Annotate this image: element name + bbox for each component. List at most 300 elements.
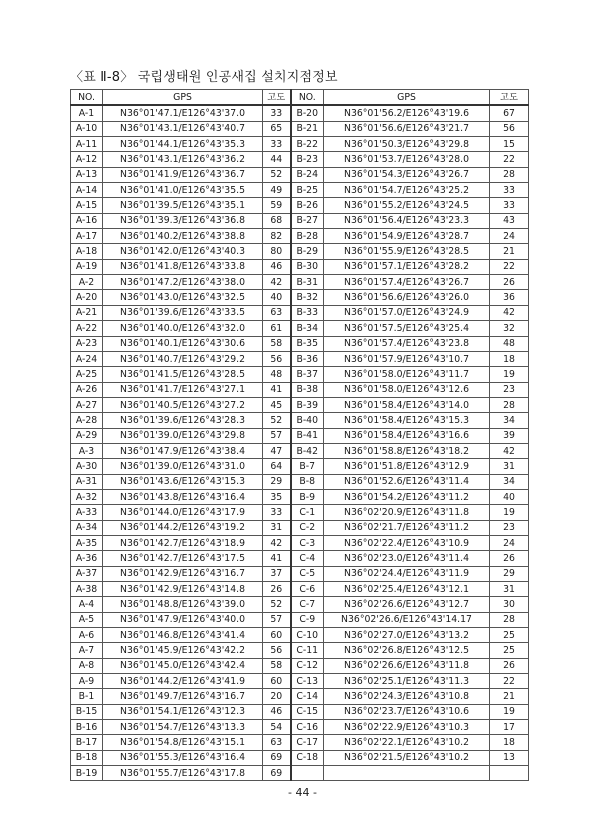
cell-no: C-4 <box>291 551 324 566</box>
cell-no: A-7 <box>71 643 103 658</box>
cell-gps: N36°01'50.3/E126°43'29.8 <box>324 137 490 152</box>
cell-no: C-12 <box>291 658 324 673</box>
cell-altitude: 35 <box>263 489 291 504</box>
cell-gps: N36°01'39.6/E126°43'33.5 <box>103 305 263 320</box>
cell-gps: N36°02'26.6/E126°43'14.17 <box>324 612 490 627</box>
cell-altitude: 36 <box>490 290 529 305</box>
cell-altitude: 40 <box>490 489 529 504</box>
cell-gps: N36°01'54.8/E126°43'15.1 <box>103 735 263 750</box>
cell-altitude: 25 <box>490 643 529 658</box>
cell-no: B-17 <box>71 735 103 750</box>
table-row <box>71 152 529 167</box>
table-row <box>71 674 529 689</box>
cell-altitude: 44 <box>263 152 291 167</box>
cell-gps: N36°01'45.9/E126°43'42.2 <box>103 643 263 658</box>
cell-no: C-13 <box>291 674 324 689</box>
table-row <box>71 489 529 504</box>
cell-no: B-15 <box>71 704 103 719</box>
cell-altitude: 42 <box>490 443 529 458</box>
table-row <box>71 628 529 643</box>
cell-altitude: 15 <box>490 137 529 152</box>
table-caption: 〈표 Ⅱ-8〉 국립생태원 인공새집 설치지점정보 <box>70 70 338 85</box>
cell-gps: N36°01'41.5/E126°43'28.5 <box>103 367 263 382</box>
cell-altitude: 37 <box>263 566 291 581</box>
cell-altitude: 23 <box>490 520 529 535</box>
header-no-right: NO. <box>291 90 324 106</box>
cell-gps: N36°01'57.4/E126°43'23.8 <box>324 336 490 351</box>
cell-no: A-35 <box>71 535 103 550</box>
cell-gps: N36°01'57.1/E126°43'28.2 <box>324 259 490 274</box>
cell-no: C-3 <box>291 535 324 550</box>
cell-altitude: 57 <box>263 612 291 627</box>
cell-gps: N36°01'58.4/E126°43'15.3 <box>324 413 490 428</box>
table-row <box>71 213 529 228</box>
cell-altitude: 48 <box>490 336 529 351</box>
cell-no: B-33 <box>291 305 324 320</box>
cell-gps: N36°01'43.0/E126°43'32.5 <box>103 290 263 305</box>
table-row <box>71 689 529 704</box>
cell-altitude: 26 <box>490 275 529 290</box>
header-altitude-left: 고도 <box>263 90 291 106</box>
cell-no: B-35 <box>291 336 324 351</box>
cell-gps: N36°01'42.0/E126°43'40.3 <box>103 244 263 259</box>
cell-altitude: 47 <box>263 443 291 458</box>
cell-altitude: 24 <box>490 229 529 244</box>
table-row <box>71 750 529 765</box>
cell-gps: N36°01'43.1/E126°43'40.7 <box>103 121 263 136</box>
table-row <box>71 198 529 213</box>
cell-no: B-25 <box>291 183 324 198</box>
table-row <box>71 428 529 443</box>
cell-no: C-14 <box>291 689 324 704</box>
table-row <box>71 105 529 121</box>
cell-no: A-2 <box>71 275 103 290</box>
cell-altitude: 28 <box>490 612 529 627</box>
cell-altitude: 49 <box>263 183 291 198</box>
table-row <box>71 321 529 336</box>
cell-altitude: 25 <box>490 628 529 643</box>
cell-gps: N36°01'44.0/E126°43'17.9 <box>103 505 263 520</box>
cell-altitude <box>490 766 529 781</box>
cell-altitude: 29 <box>490 566 529 581</box>
cell-no: C-9 <box>291 612 324 627</box>
table-row <box>71 121 529 136</box>
cell-altitude: 63 <box>263 305 291 320</box>
cell-altitude: 28 <box>490 167 529 182</box>
cell-no: B-7 <box>291 459 324 474</box>
table-row <box>71 505 529 520</box>
header-gps-right: GPS <box>324 90 490 106</box>
cell-gps: N36°02'25.4/E126°43'12.1 <box>324 582 490 597</box>
cell-gps: N36°02'22.9/E126°43'10.3 <box>324 720 490 735</box>
cell-gps: N36°01'52.6/E126°43'11.4 <box>324 474 490 489</box>
cell-altitude: 31 <box>263 520 291 535</box>
cell-gps: N36°01'47.9/E126°43'40.0 <box>103 612 263 627</box>
cell-gps: N36°02'26.6/E126°43'11.8 <box>324 658 490 673</box>
cell-altitude: 23 <box>490 382 529 397</box>
cell-no: A-32 <box>71 489 103 504</box>
cell-gps: N36°01'41.7/E126°43'27.1 <box>103 382 263 397</box>
cell-no: C-17 <box>291 735 324 750</box>
cell-altitude: 21 <box>490 689 529 704</box>
cell-altitude: 42 <box>263 535 291 550</box>
cell-gps: N36°01'58.0/E126°43'11.7 <box>324 367 490 382</box>
cell-no: B-18 <box>71 750 103 765</box>
cell-gps: N36°01'57.0/E126°43'24.9 <box>324 305 490 320</box>
cell-no: B-29 <box>291 244 324 259</box>
cell-altitude: 42 <box>263 275 291 290</box>
cell-no: B-26 <box>291 198 324 213</box>
cell-altitude: 69 <box>263 750 291 765</box>
cell-altitude: 61 <box>263 321 291 336</box>
cell-gps: N36°01'44.1/E126°43'35.3 <box>103 137 263 152</box>
cell-altitude: 46 <box>263 704 291 719</box>
header-gps-left: GPS <box>103 90 263 106</box>
cell-no: B-37 <box>291 367 324 382</box>
table-row <box>71 167 529 182</box>
cell-altitude: 18 <box>490 735 529 750</box>
table-row <box>71 520 529 535</box>
table-row <box>71 658 529 673</box>
cell-gps: N36°01'58.0/E126°43'12.6 <box>324 382 490 397</box>
table-row <box>71 397 529 412</box>
cell-altitude: 31 <box>490 582 529 597</box>
cell-altitude: 34 <box>490 413 529 428</box>
cell-altitude: 57 <box>263 428 291 443</box>
cell-gps: N36°01'55.7/E126°43'17.8 <box>103 766 263 781</box>
cell-altitude: 26 <box>490 658 529 673</box>
cell-gps: N36°01'41.0/E126°43'35.5 <box>103 183 263 198</box>
table-row <box>71 566 529 581</box>
cell-gps: N36°01'48.8/E126°43'39.0 <box>103 597 263 612</box>
cell-gps: N36°02'26.6/E126°43'12.7 <box>324 597 490 612</box>
cell-no: C-15 <box>291 704 324 719</box>
cell-no: B-39 <box>291 397 324 412</box>
table-row <box>71 336 529 351</box>
cell-no: C-11 <box>291 643 324 658</box>
table-row <box>71 535 529 550</box>
table-row <box>71 244 529 259</box>
cell-altitude: 54 <box>263 720 291 735</box>
cell-gps: N36°02'20.9/E126°43'11.8 <box>324 505 490 520</box>
cell-no: A-1 <box>71 105 103 121</box>
table-header-row <box>71 90 529 106</box>
cell-gps: N36°01'41.9/E126°43'36.7 <box>103 167 263 182</box>
cell-no <box>291 766 324 781</box>
table-row <box>71 382 529 397</box>
cell-altitude: 22 <box>490 259 529 274</box>
cell-no: C-2 <box>291 520 324 535</box>
cell-no: A-30 <box>71 459 103 474</box>
cell-altitude: 52 <box>263 167 291 182</box>
cell-altitude: 29 <box>263 474 291 489</box>
cell-gps: N36°01'51.8/E126°43'12.9 <box>324 459 490 474</box>
cell-altitude: 43 <box>490 213 529 228</box>
cell-no: B-30 <box>291 259 324 274</box>
cell-gps: N36°01'44.2/E126°43'41.9 <box>103 674 263 689</box>
cell-altitude: 21 <box>490 244 529 259</box>
table-row <box>71 275 529 290</box>
cell-no: B-24 <box>291 167 324 182</box>
cell-no: A-27 <box>71 397 103 412</box>
table-row <box>71 735 529 750</box>
cell-gps: N36°01'43.6/E126°43'15.3 <box>103 474 263 489</box>
cell-altitude: 63 <box>263 735 291 750</box>
cell-altitude: 19 <box>490 505 529 520</box>
cell-no: C-7 <box>291 597 324 612</box>
cell-no: A-28 <box>71 413 103 428</box>
cell-altitude: 52 <box>263 597 291 612</box>
cell-no: C-1 <box>291 505 324 520</box>
cell-no: A-3 <box>71 443 103 458</box>
cell-no: B-34 <box>291 321 324 336</box>
cell-gps: N36°01'47.9/E126°43'38.4 <box>103 443 263 458</box>
cell-no: A-33 <box>71 505 103 520</box>
cell-altitude: 41 <box>263 382 291 397</box>
table-row <box>71 367 529 382</box>
table-row <box>71 720 529 735</box>
gps-table <box>70 89 529 781</box>
cell-altitude: 48 <box>263 367 291 382</box>
cell-gps <box>324 766 490 781</box>
cell-no: A-38 <box>71 582 103 597</box>
cell-gps: N36°01'57.4/E126°43'26.7 <box>324 275 490 290</box>
cell-gps: N36°01'39.5/E126°43'35.1 <box>103 198 263 213</box>
header-altitude-right: 고도 <box>490 90 529 106</box>
cell-gps: N36°02'27.0/E126°43'13.2 <box>324 628 490 643</box>
cell-gps: N36°01'42.7/E126°43'17.5 <box>103 551 263 566</box>
header-no-left: NO. <box>71 90 103 106</box>
cell-altitude: 30 <box>490 597 529 612</box>
cell-no: C-5 <box>291 566 324 581</box>
cell-gps: N36°01'40.5/E126°43'27.2 <box>103 397 263 412</box>
table-row <box>71 229 529 244</box>
table-row <box>71 290 529 305</box>
cell-altitude: 56 <box>490 121 529 136</box>
cell-altitude: 40 <box>263 290 291 305</box>
cell-no: B-16 <box>71 720 103 735</box>
cell-gps: N36°02'25.1/E126°43'11.3 <box>324 674 490 689</box>
cell-no: A-36 <box>71 551 103 566</box>
cell-no: A-31 <box>71 474 103 489</box>
cell-gps: N36°01'43.1/E126°43'36.2 <box>103 152 263 167</box>
table-row <box>71 597 529 612</box>
cell-no: A-26 <box>71 382 103 397</box>
cell-no: A-18 <box>71 244 103 259</box>
cell-no: B-32 <box>291 290 324 305</box>
cell-altitude: 68 <box>263 213 291 228</box>
cell-gps: N36°02'26.8/E126°43'12.5 <box>324 643 490 658</box>
cell-gps: N36°01'39.6/E126°43'28.3 <box>103 413 263 428</box>
cell-gps: N36°01'55.3/E126°43'16.4 <box>103 750 263 765</box>
cell-gps: N36°01'39.0/E126°43'29.8 <box>103 428 263 443</box>
cell-no: B-1 <box>71 689 103 704</box>
cell-altitude: 41 <box>263 551 291 566</box>
cell-no: A-24 <box>71 351 103 366</box>
table-row <box>71 551 529 566</box>
cell-gps: N36°01'54.7/E126°43'13.3 <box>103 720 263 735</box>
table-row <box>71 413 529 428</box>
cell-altitude: 19 <box>490 704 529 719</box>
cell-gps: N36°01'42.7/E126°43'18.9 <box>103 535 263 550</box>
cell-no: A-34 <box>71 520 103 535</box>
cell-gps: N36°01'57.9/E126°43'10.7 <box>324 351 490 366</box>
cell-gps: N36°01'47.2/E126°43'38.0 <box>103 275 263 290</box>
cell-altitude: 31 <box>490 459 529 474</box>
cell-gps: N36°01'44.2/E126°43'19.2 <box>103 520 263 535</box>
cell-gps: N36°01'55.9/E126°43'28.5 <box>324 244 490 259</box>
cell-gps: N36°01'39.0/E126°43'31.0 <box>103 459 263 474</box>
cell-gps: N36°01'40.1/E126°43'30.6 <box>103 336 263 351</box>
table-row <box>71 183 529 198</box>
table-row <box>71 459 529 474</box>
cell-altitude: 56 <box>263 643 291 658</box>
cell-no: C-18 <box>291 750 324 765</box>
table-row <box>71 305 529 320</box>
cell-no: B-42 <box>291 443 324 458</box>
table-row <box>71 643 529 658</box>
cell-gps: N36°01'57.5/E126°43'25.4 <box>324 321 490 336</box>
page-number: - 44 - <box>288 786 317 799</box>
cell-altitude: 56 <box>263 351 291 366</box>
cell-no: B-27 <box>291 213 324 228</box>
cell-no: B-20 <box>291 105 324 121</box>
cell-no: A-22 <box>71 321 103 336</box>
table-row <box>71 443 529 458</box>
cell-gps: N36°02'24.3/E126°43'10.8 <box>324 689 490 704</box>
cell-altitude: 18 <box>490 351 529 366</box>
cell-gps: N36°01'54.2/E126°43'11.2 <box>324 489 490 504</box>
cell-no: B-41 <box>291 428 324 443</box>
cell-altitude: 19 <box>490 367 529 382</box>
cell-no: A-20 <box>71 290 103 305</box>
cell-altitude: 45 <box>263 397 291 412</box>
cell-altitude: 17 <box>490 720 529 735</box>
cell-gps: N36°02'24.4/E126°43'11.9 <box>324 566 490 581</box>
cell-altitude: 46 <box>263 259 291 274</box>
cell-gps: N36°01'54.1/E126°43'12.3 <box>103 704 263 719</box>
cell-gps: N36°01'55.2/E126°43'24.5 <box>324 198 490 213</box>
table-row <box>71 351 529 366</box>
cell-gps: N36°01'56.6/E126°43'21.7 <box>324 121 490 136</box>
cell-gps: N36°01'58.4/E126°43'16.6 <box>324 428 490 443</box>
cell-gps: N36°01'54.3/E126°43'26.7 <box>324 167 490 182</box>
cell-no: A-11 <box>71 137 103 152</box>
cell-altitude: 59 <box>263 198 291 213</box>
cell-no: A-19 <box>71 259 103 274</box>
cell-no: A-29 <box>71 428 103 443</box>
cell-altitude: 39 <box>490 428 529 443</box>
cell-altitude: 20 <box>263 689 291 704</box>
table-row <box>71 259 529 274</box>
cell-altitude: 24 <box>490 535 529 550</box>
cell-altitude: 13 <box>490 750 529 765</box>
cell-no: C-10 <box>291 628 324 643</box>
cell-altitude: 80 <box>263 244 291 259</box>
cell-gps: N36°01'58.4/E126°43'14.0 <box>324 397 490 412</box>
table-row <box>71 474 529 489</box>
cell-no: C-6 <box>291 582 324 597</box>
cell-altitude: 33 <box>263 105 291 121</box>
cell-no: B-23 <box>291 152 324 167</box>
cell-gps: N36°01'54.7/E126°43'25.2 <box>324 183 490 198</box>
cell-altitude: 33 <box>263 505 291 520</box>
cell-gps: N36°02'21.5/E126°43'10.2 <box>324 750 490 765</box>
cell-gps: N36°02'23.0/E126°43'11.4 <box>324 551 490 566</box>
cell-no: A-17 <box>71 229 103 244</box>
cell-no: A-37 <box>71 566 103 581</box>
cell-altitude: 33 <box>490 198 529 213</box>
cell-gps: N36°01'41.8/E126°43'33.8 <box>103 259 263 274</box>
cell-no: A-10 <box>71 121 103 136</box>
cell-altitude: 28 <box>490 397 529 412</box>
cell-altitude: 60 <box>263 628 291 643</box>
cell-altitude: 26 <box>490 551 529 566</box>
cell-altitude: 65 <box>263 121 291 136</box>
cell-no: B-28 <box>291 229 324 244</box>
cell-gps: N36°01'42.9/E126°43'16.7 <box>103 566 263 581</box>
table-row <box>71 766 529 781</box>
cell-gps: N36°01'58.8/E126°43'18.2 <box>324 443 490 458</box>
cell-altitude: 26 <box>263 582 291 597</box>
cell-gps: N36°01'54.9/E126°43'28.7 <box>324 229 490 244</box>
cell-no: A-4 <box>71 597 103 612</box>
cell-no: A-12 <box>71 152 103 167</box>
cell-altitude: 60 <box>263 674 291 689</box>
cell-no: B-36 <box>291 351 324 366</box>
cell-no: B-21 <box>291 121 324 136</box>
cell-no: A-5 <box>71 612 103 627</box>
cell-gps: N36°01'49.7/E126°43'16.7 <box>103 689 263 704</box>
table-body <box>71 105 529 781</box>
cell-no: A-23 <box>71 336 103 351</box>
cell-altitude: 52 <box>263 413 291 428</box>
cell-gps: N36°02'22.1/E126°43'10.2 <box>324 735 490 750</box>
cell-gps: N36°01'53.7/E126°43'28.0 <box>324 152 490 167</box>
cell-no: B-22 <box>291 137 324 152</box>
cell-gps: N36°01'56.6/E126°43'26.0 <box>324 290 490 305</box>
cell-altitude: 22 <box>490 152 529 167</box>
cell-gps: N36°01'47.1/E126°43'37.0 <box>103 105 263 121</box>
cell-no: A-13 <box>71 167 103 182</box>
cell-no: A-8 <box>71 658 103 673</box>
cell-altitude: 58 <box>263 658 291 673</box>
cell-gps: N36°02'22.4/E126°43'10.9 <box>324 535 490 550</box>
cell-no: B-38 <box>291 382 324 397</box>
cell-altitude: 33 <box>263 137 291 152</box>
cell-altitude: 42 <box>490 305 529 320</box>
cell-gps: N36°01'43.8/E126°43'16.4 <box>103 489 263 504</box>
cell-no: B-31 <box>291 275 324 290</box>
cell-gps: N36°01'39.3/E126°43'36.8 <box>103 213 263 228</box>
cell-gps: N36°01'40.0/E126°43'32.0 <box>103 321 263 336</box>
cell-gps: N36°01'40.2/E126°43'38.8 <box>103 229 263 244</box>
cell-no: A-15 <box>71 198 103 213</box>
cell-gps: N36°01'45.0/E126°43'42.4 <box>103 658 263 673</box>
cell-no: B-8 <box>291 474 324 489</box>
cell-no: A-6 <box>71 628 103 643</box>
cell-altitude: 32 <box>490 321 529 336</box>
cell-gps: N36°02'23.7/E126°43'10.6 <box>324 704 490 719</box>
cell-no: A-9 <box>71 674 103 689</box>
cell-no: C-16 <box>291 720 324 735</box>
cell-gps: N36°02'21.7/E126°43'11.2 <box>324 520 490 535</box>
cell-no: B-40 <box>291 413 324 428</box>
cell-altitude: 58 <box>263 336 291 351</box>
cell-no: A-21 <box>71 305 103 320</box>
cell-altitude: 22 <box>490 674 529 689</box>
table-row <box>71 612 529 627</box>
